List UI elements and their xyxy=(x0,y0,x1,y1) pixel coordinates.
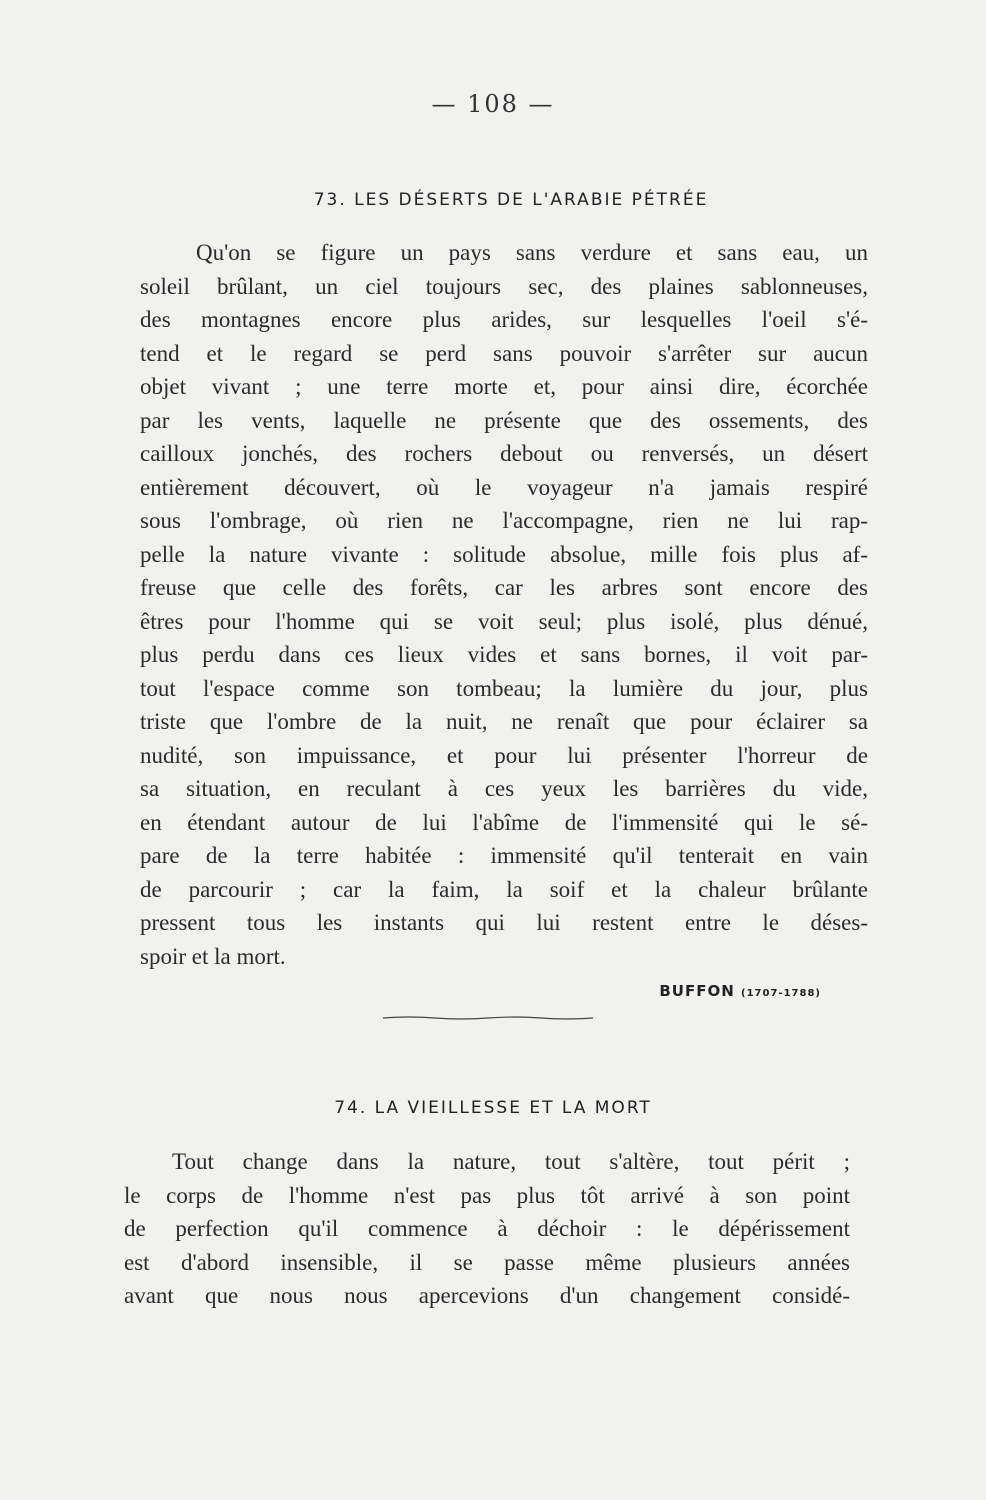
text-line: de parcourir ; car la faim, la soif et la chaleur brûlante xyxy=(140,876,868,902)
text-line: Qu'on se figure un pays sans verdure et sans eau, un xyxy=(196,240,868,265)
text-line: freuse que celle des forêts, car les arbres sont encore des xyxy=(140,575,868,600)
section-divider xyxy=(383,1016,593,1020)
text-line: objet vivant ; une terre morte et, pour ainsi dire, écorchée xyxy=(140,374,868,399)
text-line: plus perdu dans ces lieux vides et sans bornes, il voit par- xyxy=(140,642,868,667)
paragraph-vieillesse xyxy=(124,1145,850,1313)
text-line: entièrement découvert, où le voyageur n'a jamais respiré xyxy=(140,474,868,500)
text-line: nudité, son impuissance, et pour lui présenter l'horreur de xyxy=(140,742,868,768)
author-attribution xyxy=(659,982,821,1000)
paragraph-deserts xyxy=(140,236,868,973)
text-line: pelle la nature vivante : solitude absolue, mille fois plus af- xyxy=(140,541,868,567)
text-line: sa situation, en reculant à ces yeux les barrières du vide, xyxy=(140,776,868,801)
text-line: spoir et la mort. xyxy=(140,943,286,969)
text-line: cailloux jonchés, des rochers debout ou renversés, un désert xyxy=(140,441,868,466)
page-number: — 108 — xyxy=(431,90,555,118)
text-line: des montagnes encore plus arides, sur lesquelles l'oeil s'é- xyxy=(140,307,868,332)
text-line: pare de la terre habitée : immensité qu'il tenterait en vain xyxy=(140,843,868,868)
author-name: BUFFON xyxy=(659,982,735,1000)
section-title-73: 73. LES DÉSERTS DE L'ARABIE PÉTRÉE xyxy=(313,190,709,210)
text-line: par les vents, laquelle ne présente que des ossements, des xyxy=(140,407,868,433)
text-line: le corps de l'homme n'est pas plus tôt arrivé à son point xyxy=(124,1182,850,1208)
text-line: sous l'ombrage, où rien ne l'accompagne, rien ne lui rap- xyxy=(140,508,868,533)
text-line: en étendant autour de lui l'abîme de l'immensité qui le sé- xyxy=(140,809,868,835)
author-dates: (1707-1788) xyxy=(741,988,821,999)
text-line: est d'abord insensible, il se passe même plusieurs années xyxy=(124,1249,850,1275)
text-line: tend et le regard se perd sans pouvoir s'arrêter sur aucun xyxy=(140,340,868,366)
text-line: triste que l'ombre de la nuit, ne renaît que pour éclairer sa xyxy=(140,709,868,734)
text-line: tout l'espace comme son tombeau; la lumière du jour, plus xyxy=(140,675,868,701)
text-line: pressent tous les instants qui lui restent entre le déses- xyxy=(140,910,868,935)
text-line: avant que nous nous apercevions d'un changement considé- xyxy=(124,1283,850,1308)
text-line: Tout change dans la nature, tout s'altère, tout périt ; xyxy=(172,1149,850,1174)
text-line: soleil brûlant, un ciel toujours sec, des plaines sablonneuses, xyxy=(140,273,868,299)
text-line: êtres pour l'homme qui se voit seul; plus isolé, plus dénué, xyxy=(140,608,868,634)
section-title-74: 74. LA VIEILLESSE ET LA MORT xyxy=(334,1098,652,1118)
text-line: de perfection qu'il commence à déchoir : le dépérissement xyxy=(124,1216,850,1241)
